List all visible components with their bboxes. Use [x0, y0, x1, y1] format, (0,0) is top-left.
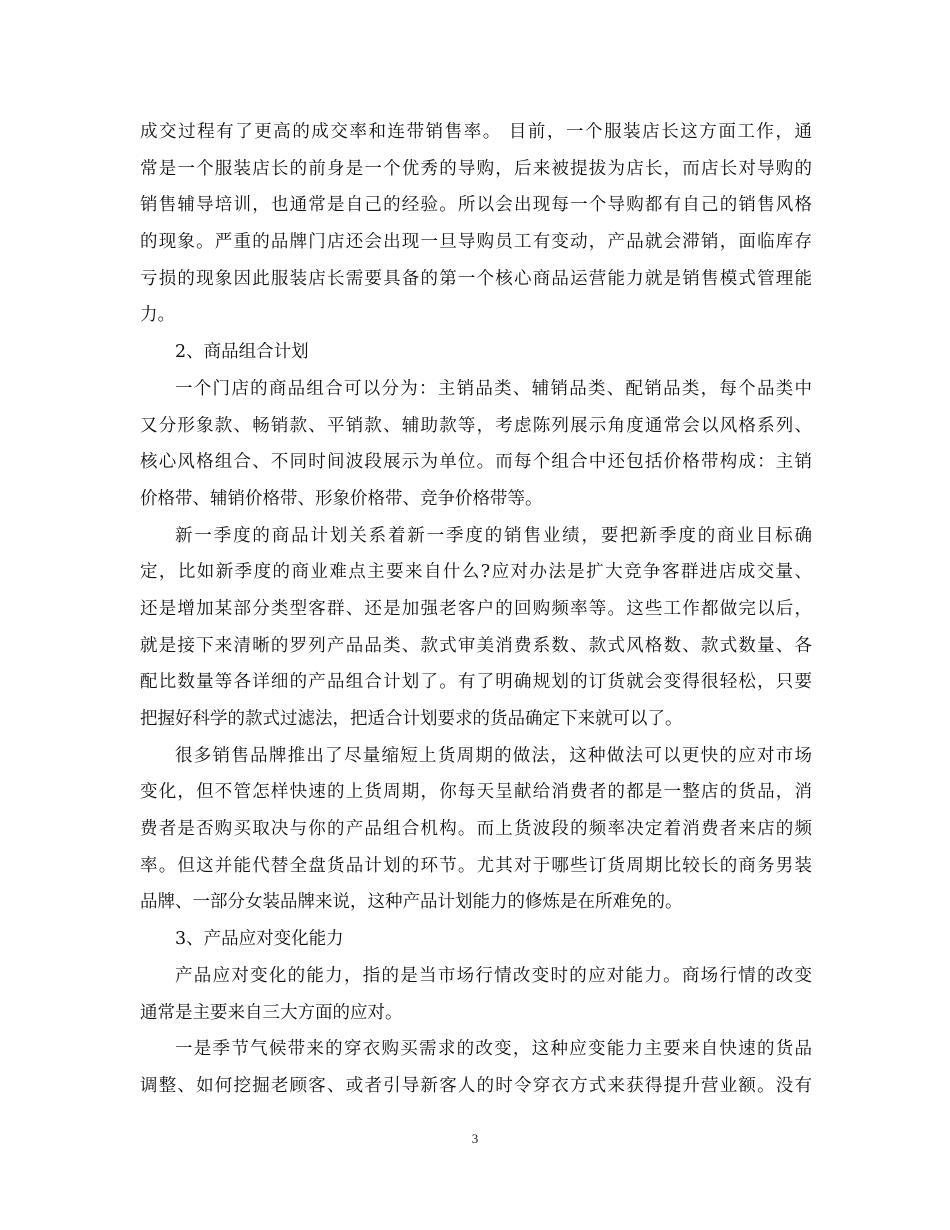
text-line: 2、商品组合计划 [175, 342, 309, 363]
text-line: 3、产品应对变化能力 [175, 929, 344, 950]
body-text [140, 114, 812, 1105]
text-line: 新一季度的商品计划关系着新一季度的销售业绩，要把新季度的商业目标确 [175, 525, 812, 546]
text-line: 一个门店的商品组合可以分为：主销品类、辅销品类、配销品类，每个品类中 [175, 378, 812, 399]
text-line: 就是接下来清晰的罗列产品品类、款式审美消费系数、款式风格数、款式数量、各 [140, 635, 812, 656]
text-line: 把握好科学的款式过滤法，把适合计划要求的货品确定下来就可以了。 [140, 709, 683, 729]
text-line: 通常是主要来自三大方面的应对。 [140, 1002, 403, 1023]
text-line: 销售辅导培训，也通常是自己的经验。所以会出现每一个导购都有自己的销售风格 [140, 195, 812, 216]
text-line: 又分形象款、畅销款、平销款、辅助款等，考虑陈列展示角度通常会以风格系列、 [140, 415, 812, 436]
text-line: 成交过程有了更高的成交率和连带销售率。 目前，一个服装店长这方面工作，通 [140, 122, 812, 142]
text-line: 率。但这并能代替全盘货品计划的环节。尤其对于哪些订货周期比较长的商务男装 [140, 855, 812, 876]
text-line: 亏损的现象因此服装店长需要具备的第一个核心商品运营能力就是销售模式管理能 [140, 268, 812, 289]
text-line: 变化，但不管怎样快速的上货周期，你每天呈献给消费者的都是一整店的货品，消 [140, 782, 812, 803]
text-line: 的现象。严重的品牌门店还会出现一旦导购员工有变动，产品就会滞销，面临库存 [140, 232, 812, 253]
text-line: 价格带、辅销价格带、形象价格带、竞争价格带等。 [140, 488, 543, 509]
text-line: 力。 [140, 305, 175, 326]
text-line: 一是季节气候带来的穿衣购买需求的改变，这种应变能力主要来自快速的货品 [175, 1039, 812, 1060]
page-number: 3 [471, 1131, 479, 1146]
text-line: 核心风格组合、不同时间波段展示为单位。而每个组合中还包括价格带构成：主销 [140, 452, 812, 473]
text-line: 还是增加某部分类型客群、还是加强老客户的回购频率等。这些工作都做完以后， [140, 598, 812, 619]
text-line: 很多销售品牌推出了尽量缩短上货周期的做法，这种做法可以更快的应对市场 [175, 745, 812, 766]
text-line: 调整、如何挖掘老顾客、或者引导新客人的时令穿衣方式来获得提升营业额。没有 [140, 1075, 812, 1096]
text-line: 品牌、一部分女装品牌来说，这种产品计划能力的修炼是在所难免的。 [140, 892, 683, 913]
text-line: 常是一个服装店长的前身是一个优秀的导购，后来被提拔为店长，而店长对导购的 [140, 158, 812, 179]
text-line: 配比数量等各详细的产品组合计划了。有了明确规划的订货就会变得很轻松，只要 [140, 672, 812, 693]
text-line: 产品应对变化的能力，指的是当市场行情改变时的应对能力。商场行情的改变 [175, 965, 812, 986]
text-line: 定，比如新季度的商业难点主要来自什么?应对办法是扩大竞争客群进店成交量、 [140, 562, 812, 583]
text-line: 费者是否购买取决与你的产品组合机构。而上货波段的频率决定着消费者来店的频 [140, 819, 812, 840]
